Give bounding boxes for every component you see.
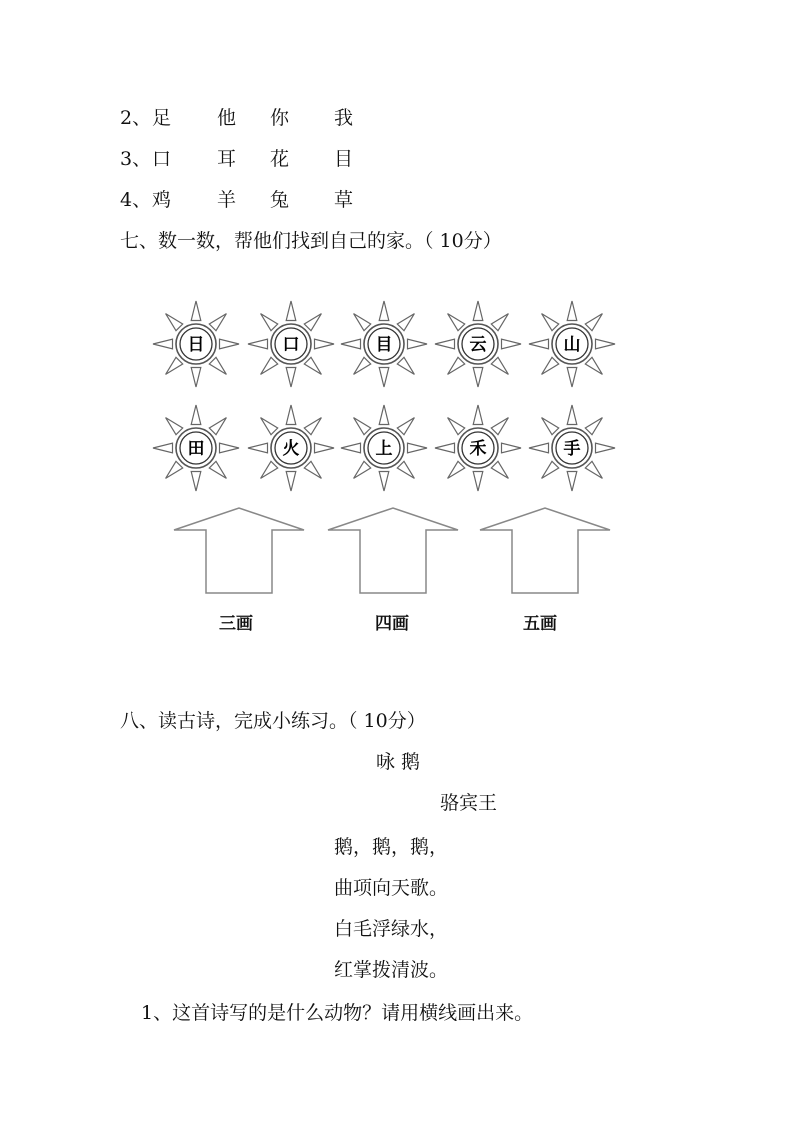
sun-ray: [502, 443, 522, 453]
sun-character: 上: [375, 439, 393, 459]
sun-ray: [354, 357, 371, 374]
word: 他: [217, 107, 237, 129]
word: 耳: [217, 148, 237, 170]
sun-ray: [153, 443, 173, 453]
sun-ray: [379, 472, 389, 492]
sun-ray: [304, 314, 321, 331]
sun-ray: [354, 418, 371, 435]
sun-ray: [220, 443, 240, 453]
sun: [248, 301, 334, 387]
sun-ray: [473, 405, 483, 425]
house-label-five-strokes: 五画: [523, 614, 557, 634]
sun-ray: [448, 461, 465, 478]
sun-ray: [585, 314, 602, 331]
poem-line-1: 鹅，鹅，鹅，: [334, 836, 449, 858]
sun-ray: [315, 339, 335, 349]
sun-ray: [529, 443, 549, 453]
sun-ray: [166, 357, 183, 374]
sun-character: 山: [563, 335, 581, 355]
word: 羊: [217, 189, 237, 211]
sun: [529, 405, 615, 491]
sun-ray: [166, 461, 183, 478]
sun-ray: [286, 301, 296, 321]
sun-ray: [502, 339, 522, 349]
word: 花: [270, 148, 290, 170]
sun-ray: [397, 461, 414, 478]
poem-line-3: 白毛浮绿水，: [334, 918, 449, 940]
sun-ray: [397, 314, 414, 331]
word: 草: [334, 189, 354, 211]
sun-ray: [473, 368, 483, 388]
sun-ray: [397, 357, 414, 374]
sun-character: 口: [282, 335, 300, 355]
section8-title: 八、读古诗，完成小练习。（ 10分）: [120, 710, 426, 732]
word: 我: [334, 107, 354, 129]
house-label-three-strokes: 三画: [219, 614, 253, 634]
sun-ray: [341, 339, 361, 349]
section7-title: 七、数一数，帮他们找到自己的家。（ 10分）: [120, 230, 502, 252]
question-1: 1、这首诗写的是什么动物？请用横线画出来。: [141, 1002, 534, 1024]
sun-ray: [304, 418, 321, 435]
word: 兔: [270, 189, 290, 211]
sun-ray: [209, 418, 226, 435]
poem-line-4: 红掌拨清波。: [334, 959, 449, 981]
sun-ray: [315, 443, 335, 453]
sun-ray: [491, 314, 508, 331]
sun-ray: [596, 443, 616, 453]
poem-author: 骆宾王: [440, 792, 498, 814]
sun-ray: [542, 357, 559, 374]
house-arrow: [174, 508, 304, 593]
sun-ray: [354, 314, 371, 331]
sun-ray: [286, 405, 296, 425]
sun-ray: [448, 418, 465, 435]
sun-ray: [567, 472, 577, 492]
sun-ray: [248, 443, 268, 453]
sun-ray: [408, 339, 428, 349]
sun-ray: [585, 418, 602, 435]
sun-ray: [379, 368, 389, 388]
sun-ray: [354, 461, 371, 478]
sun-ray: [596, 339, 616, 349]
sun-ray: [585, 357, 602, 374]
sun-ray: [153, 339, 173, 349]
sun-ray: [379, 301, 389, 321]
sun-ray: [261, 461, 278, 478]
sun-ray: [304, 461, 321, 478]
sun-ray: [542, 314, 559, 331]
sun-character: 田: [187, 439, 205, 459]
sun-ray: [491, 357, 508, 374]
sun-ray: [491, 461, 508, 478]
sun-ray: [286, 472, 296, 492]
sun-ray: [248, 339, 268, 349]
sun-ray: [341, 443, 361, 453]
word: 你: [270, 107, 290, 129]
sun-ray: [191, 368, 201, 388]
sun-ray: [209, 461, 226, 478]
sun-character: 禾: [469, 439, 487, 459]
sun-ray: [209, 357, 226, 374]
sun-ray: [542, 418, 559, 435]
poem-line-2: 曲项向天歌。: [334, 877, 449, 899]
house-arrow: [480, 508, 610, 593]
sun-ray: [408, 443, 428, 453]
sun-ray: [542, 461, 559, 478]
item-number: 3、: [120, 148, 152, 170]
sun-ray: [304, 357, 321, 374]
sun-ray: [379, 405, 389, 425]
sun-ray: [435, 443, 455, 453]
sun-character: 日: [187, 335, 205, 355]
sun-ray: [473, 472, 483, 492]
sun: [529, 301, 615, 387]
sun-character: 火: [282, 439, 300, 459]
sun: [153, 301, 239, 387]
sun: [341, 405, 427, 491]
sun: [248, 405, 334, 491]
sun-ray: [209, 314, 226, 331]
sun-ray: [261, 314, 278, 331]
sun-ray: [473, 301, 483, 321]
sun-ray: [397, 418, 414, 435]
sun-ray: [491, 418, 508, 435]
sun-ray: [220, 339, 240, 349]
sun-ray: [286, 368, 296, 388]
sun-ray: [567, 405, 577, 425]
sun-ray: [435, 339, 455, 349]
sun-ray: [448, 314, 465, 331]
sun: [435, 301, 521, 387]
word: 足: [152, 107, 172, 129]
house-label-four-strokes: 四画: [375, 614, 409, 634]
sun-ray: [261, 357, 278, 374]
sun: [435, 405, 521, 491]
word: 目: [334, 148, 354, 170]
sun-ray: [585, 461, 602, 478]
sun: [341, 301, 427, 387]
sun-ray: [261, 418, 278, 435]
word: 口: [152, 148, 172, 170]
sun-ray: [166, 418, 183, 435]
sun-character: 手: [563, 439, 581, 459]
sun-character: 目: [375, 335, 393, 355]
sun-ray: [567, 301, 577, 321]
word: 鸡: [152, 189, 172, 211]
item-number: 4、: [120, 189, 152, 211]
sun-ray: [567, 368, 577, 388]
poem-title: 咏 鹅: [376, 751, 421, 773]
item-number: 2、: [120, 107, 152, 129]
sun-ray: [191, 472, 201, 492]
sun-ray: [448, 357, 465, 374]
sun: [153, 405, 239, 491]
sun-ray: [191, 405, 201, 425]
sun-ray: [529, 339, 549, 349]
sun-character: 云: [469, 335, 487, 355]
sun-ray: [166, 314, 183, 331]
sun-ray: [191, 301, 201, 321]
house-arrow: [328, 508, 458, 593]
